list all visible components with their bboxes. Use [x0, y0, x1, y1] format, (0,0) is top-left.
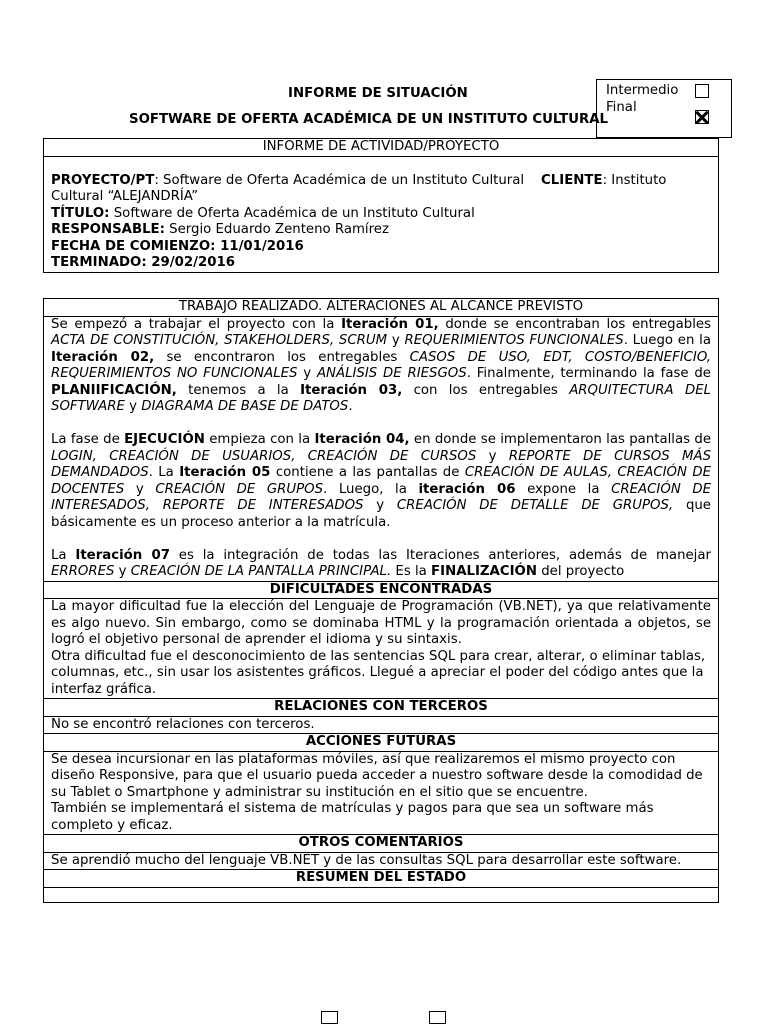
- trabajo-p1-segment: Iteración 01,: [341, 316, 439, 332]
- trabajo-p2-segment: La fase de: [51, 432, 125, 447]
- trabajo-p1-segment: PLANIIFICACIÓN,: [51, 382, 177, 398]
- trabajo-p2-segment: CREACIÓN DE AULAS, CREACIÓN DE DOCENTES: [51, 465, 712, 497]
- responsable-value: Sergio Eduardo Zenteno Ramírez: [164, 222, 389, 237]
- dificultades-header: DIFICULTADES ENCONTRADAS: [44, 581, 719, 599]
- cliente-label: CLIENTE: [541, 172, 603, 188]
- project-table-header: INFORME DE ACTIVIDAD/PROYECTO: [44, 139, 719, 157]
- bottom-checkbox-1[interactable]: [321, 1011, 338, 1024]
- trabajo-p2-segment: iteración 06: [418, 481, 516, 497]
- trabajo-p2-segment: REPORTE DE CURSOS MÁS DEMANDADOS: [51, 448, 712, 480]
- resumen-header: RESUMEN DEL ESTADO: [44, 870, 719, 888]
- trabajo-p1-segment: y: [124, 399, 142, 414]
- trabajo-paragraph-3: [51, 548, 711, 581]
- trabajo-p2-segment: y: [124, 481, 156, 497]
- bottom-checkbox-2[interactable]: [429, 1011, 446, 1024]
- trabajo-p1-segment: y: [387, 333, 405, 348]
- trabajo-p1-segment: . Finalmente, terminando la fase de: [466, 366, 711, 381]
- trabajo-p1-segment: ARQUITECTURA DEL SOFTWARE: [51, 382, 712, 414]
- proyecto-label: PROYECTO/PT: [51, 172, 155, 188]
- trabajo-p1-segment: Iteración 03,: [300, 382, 403, 398]
- trabajo-p2-segment: Iteración 05: [179, 465, 271, 480]
- intermedio-checkbox[interactable]: [695, 84, 709, 98]
- status-box: [596, 79, 732, 138]
- report-title: INFORME DE SITUACIÓN: [288, 86, 468, 101]
- dificultades-cell: [44, 599, 719, 699]
- trabajo-p3-segment: Es la: [391, 564, 432, 579]
- trabajo-p2-segment: CREACIÓN DE GRUPOS: [155, 481, 324, 497]
- titulo-label: TÍTULO:: [51, 205, 110, 221]
- final-checkbox[interactable]: [695, 110, 709, 124]
- trabajo-p3-segment: CREACIÓN DE LA PANTALLA PRINCIPAL.: [130, 564, 392, 579]
- trabajo-p2-segment: expone la: [515, 481, 612, 497]
- relaciones-text: No se encontró relaciones con terceros.: [44, 716, 719, 734]
- trabajo-paragraph-2: [51, 432, 711, 531]
- trabajo-p1-segment: ANÁLISIS DE RIESGOS: [316, 366, 467, 381]
- trabajo-header-text: TRABAJO REALIZADO. ALTERACIONES AL ALCANCE PREVISTO: [178, 299, 584, 314]
- trabajo-p1-segment: . Luego en la: [623, 333, 712, 348]
- trabajo-p3-segment: y: [114, 564, 131, 579]
- otros-header: OTROS COMENTARIOS: [44, 835, 719, 853]
- project-subtitle: SOFTWARE DE OFERTA ACADÉMICA DE UN INSTITUTO CULTURAL: [129, 112, 609, 127]
- trabajo-p2-segment: . La: [148, 465, 180, 480]
- trabajo-p1-segment: .: [348, 399, 353, 414]
- trabajo-p1-segment: se encontraron los entregables: [154, 349, 410, 365]
- dificultades-paragraph-2: Otra dificultad fue el desconocimiento de las sentencias SQL para crear, alterar, o eliminar tablas, columnas, etc., sin usar los asistentes gráficos. Llegué a apreciar el poder del código antes que la interfaz gráfica.: [51, 648, 706, 697]
- project-info-table: [43, 138, 719, 273]
- acciones-cell: [44, 751, 719, 835]
- trabajo-p2-segment: CREACIÓN DE DETALLE DE GRUPOS,: [396, 498, 674, 513]
- trabajo-p1-segment: Se empezó a trabajar el proyecto con la: [51, 316, 342, 332]
- trabajo-p3-segment: del proyecto: [537, 564, 625, 579]
- acciones-header: ACCIONES FUTURAS: [44, 734, 719, 752]
- trabajo-p1-segment: ACTA DE CONSTITUCIÓN, STAKEHOLDERS, SCRUM: [51, 333, 388, 348]
- trabajo-p2-segment: contiene a las pantallas de: [270, 465, 465, 480]
- trabajo-p2-segment: EJECUCIÓN: [124, 432, 205, 447]
- trabajo-p3-segment: La: [51, 547, 76, 563]
- trabajo-p1-segment: CASOS DE USO, EDT, COSTO/BENEFICIO, REQUERIMIENTOS NO FUNCIONALES: [51, 349, 711, 381]
- trabajo-p3-segment: ERRORES: [51, 564, 115, 579]
- dificultades-paragraph-1: La mayor dificultad fue la elección del Lenguaje de Programación (VB.NET), ya que relativamente es algo nuevo. Sin embargo, como se dominaba HTML y la programación orientada a objetos, se logró el objetivo personal de aprender el idioma y su sintaxis.: [51, 599, 711, 647]
- acciones-paragraph-2: También se implementará el sistema de matrículas y pagos para que sea un software más completo y eficaz.: [51, 801, 654, 833]
- titulo-value: Software de Oferta Académica de un Instituto Cultural: [109, 205, 475, 221]
- trabajo-p1-segment: DIAGRAMA DE BASE DE DATOS: [141, 399, 349, 414]
- trabajo-p2-segment: y: [363, 498, 397, 513]
- proyecto-value: : Software de Oferta Académica de un Instituto Cultural: [154, 172, 525, 188]
- trabajo-p1-segment: donde se encontraban los entregables: [438, 316, 711, 332]
- trabajo-p1-segment: tenemos a la: [176, 382, 301, 398]
- trabajo-p2-segment: empieza con la: [204, 432, 315, 447]
- fecha-comienzo: FECHA DE COMIENZO: 11/01/2016: [51, 238, 304, 254]
- trabajo-p2-segment: LOGIN, CREACIÓN DE USUARIOS, CREACIÓN DE CURSOS: [51, 448, 477, 464]
- trabajo-p1-segment: REQUERIMIENTOS FUNCIONALES: [404, 333, 624, 348]
- terminado-date: TERMINADO: 29/02/2016: [51, 255, 236, 270]
- trabajo-p3-segment: es la integración de todas las Iteraciones anteriores, además de manejar: [169, 547, 711, 563]
- project-info-cell: [44, 156, 719, 272]
- trabajo-p3-segment: FINALIZACIÓN: [431, 564, 537, 579]
- trabajo-p1-segment: Iteración 02,: [51, 349, 155, 365]
- final-label: Final: [606, 100, 637, 115]
- trabajo-paragraph-1: [51, 317, 711, 416]
- trabajo-p3-segment: Iteración 07: [75, 547, 170, 563]
- report-table: [43, 298, 719, 903]
- trabajo-p2-segment: . Luego, la: [323, 481, 419, 497]
- trabajo-p2-segment: en donde se implementaron las pantallas de: [409, 432, 712, 447]
- trabajo-cell: [44, 316, 719, 581]
- intermedio-label: Intermedio: [606, 83, 679, 98]
- trabajo-p2-segment: CREACIÓN DE INTERESADOS, REPORTE DE INTERESADOS: [51, 481, 711, 513]
- relaciones-header: RELACIONES CON TERCEROS: [44, 699, 719, 717]
- otros-text: Se aprendió mucho del lenguaje VB.NET y de las consultas SQL para desarrollar este software.: [44, 852, 719, 870]
- trabajo-p2-segment: que básicamente es un proceso anterior a la matrícula.: [51, 498, 711, 530]
- trabajo-header: [44, 299, 719, 317]
- trabajo-p2-segment: Iteración 04,: [314, 432, 410, 447]
- acciones-paragraph-1: Se desea incursionar en las plataformas móviles, así que realizaremos el mismo proyecto con diseño Responsive, para que el usuario pueda acceder a nuestro software desde la comodidad de su Tablet o Smartphone y administrar su institución en el sitio que se encuentre.: [51, 751, 703, 800]
- trabajo-p1-segment: y: [297, 366, 317, 381]
- trabajo-p2-segment: y: [476, 448, 509, 464]
- responsable-label: RESPONSABLE:: [51, 222, 165, 237]
- trabajo-p1-segment: con los entregables: [402, 382, 570, 398]
- resumen-cell[interactable]: [44, 887, 719, 902]
- cliente-value: : Instituto Cultural “ALEJANDRÍA”: [51, 172, 667, 204]
